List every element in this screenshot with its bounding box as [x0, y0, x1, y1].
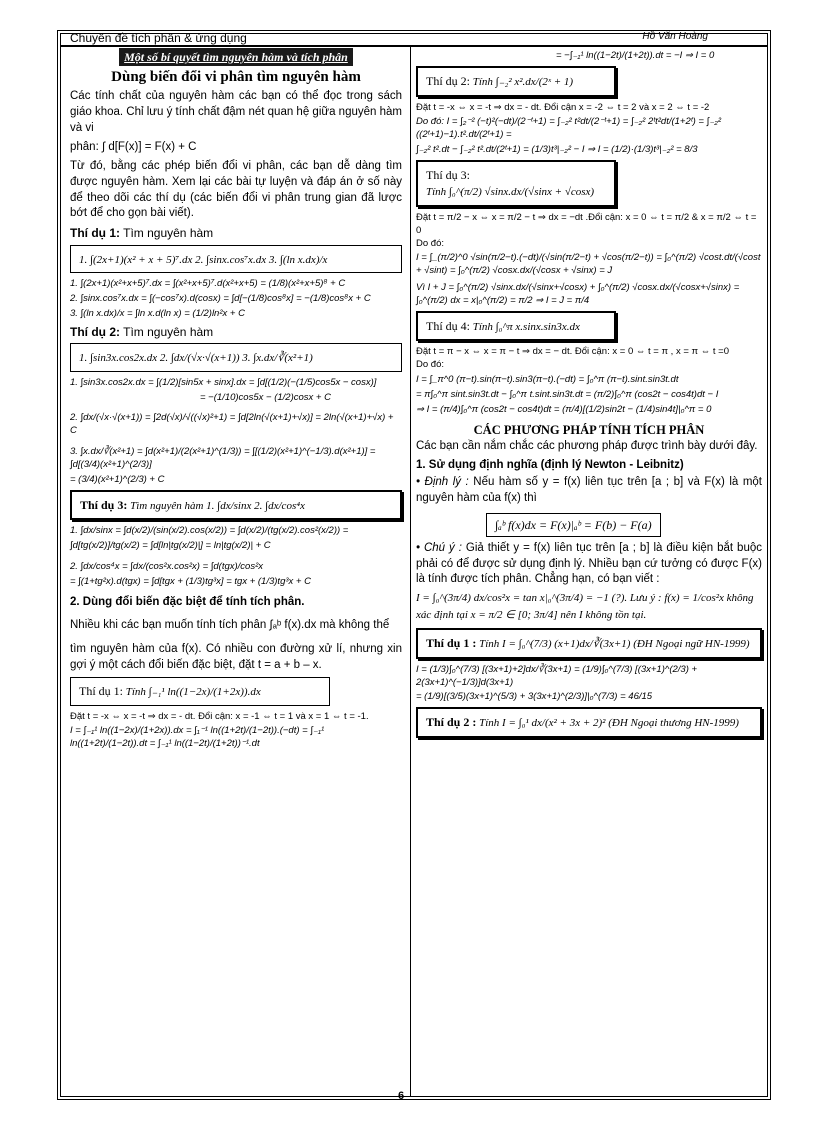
method-1-definition-text: Nếu hàm số y = f(x) liên tục trên [a ; b] và F(x) là một nguyên hàm của f(x) thì: [416, 475, 762, 504]
example-r3-box: [416, 160, 616, 207]
example-r3-solution-2: Do đó:: [416, 237, 444, 249]
example-2-label: Thí dụ 2:: [70, 324, 120, 339]
example-r2-solution-3: ∫₋₂² t².dt − ∫₋₂² t².dt/(2ᵗ+1) = (1/3)t³|₋₂² − I ⇒ I = (1/2)·(1/3)t³|₋₂² = 8/3: [416, 144, 698, 156]
example-4-label: Thí dụ 1:: [79, 683, 123, 698]
example-3-label: Thí dụ 3:: [80, 497, 128, 512]
method-1-note-text: Giả thiết y = f(x) liên tục trên [a ; b] là điều kiện bắt buộc phải có để được sử dụng định lý. Nhiều bạn cứ tưởng có được F(x) là tính được tích phân. Chẳng hạn, có bạn viết :: [416, 541, 762, 586]
section-tag-wrap: [70, 48, 402, 66]
section-2-paragraph-2: tìm nguyên hàm của f(x). Có nhiều con đường xử lí, nhưng xin gợi ý một cách đổi biến đặc biệt, đặt t = a + b – x.: [70, 642, 402, 671]
method-1-example: I = ∫₀^(3π/4) dx/cos²x = tan x|₀^(3π/4) = −1 (?). Lưu ý : f(x) = 1/cos²x không: [416, 592, 754, 605]
method-1-note-label: • Chú ý :: [416, 541, 462, 554]
example-1-label: Thí dụ 1:: [70, 226, 120, 241]
section-2-paragraph-1: Nhiều khi các bạn muốn tính tích phân ∫ₐᵇ f(x).dx mà không thể: [70, 619, 390, 632]
intro-paragraph-3: Từ đó, bằng các phép biến đổi vi phân, các bạn dễ dàng tìm được nguyên hàm. Xem lại các bài tự luyện và đáp án ở số này để theo dõi các thí dụ (các biến đổi vi phân trung gian đã lược bớt để cho gọn bài viết).: [70, 159, 402, 220]
example-r6-label: Thí dụ 2 :: [426, 715, 477, 730]
example-r4-box: [416, 311, 616, 342]
example-r4-label: Thí dụ 4:: [426, 318, 470, 333]
example-r2-problem: Tính ∫₋₂² x².dx/(2ˣ + 1): [470, 75, 574, 88]
example-2-solution-3b: = (3/4)(x²+1)^(2/3) + C: [70, 473, 165, 485]
example-4-box: [70, 677, 330, 706]
example-r5-box: [416, 628, 762, 659]
example-r4-solution-4: = π∫₀^π sint.sin3t.dt − ∫₀^π t.sint.sin3t.dt = (π/2)∫₀^π (cos2t − cos4t)dt − I: [416, 388, 719, 400]
right-column: [416, 48, 762, 743]
example-r5-problem: Tính I = ∫₀^(7/3) (x+1)dx/∛(3x+1) (ĐH Ngoại ngữ HN-1999): [476, 637, 750, 650]
article-title: Dùng biến đổi vi phân tìm nguyên hàm: [111, 69, 361, 86]
example-1-solution-2: 2. ∫sinx.cos⁷x.dx = ∫(−cos⁷x).d(cosx) = ∫d[−(1/8)cos⁸x] = −(1/8)cos⁸x + C: [70, 293, 371, 305]
example-2-solution-2: 2. ∫dx/(√x·√(x+1)) = ∫2d(√x)/√((√x)²+1) = ∫d[2ln(√(x+1)+√x)] = 2ln(√(x+1)+√x) + C: [70, 412, 394, 437]
example-1-task: Tìm nguyên hàm: [120, 226, 214, 241]
example-1-solution-1: 1. ∫(2x+1)(x²+x+5)⁷.dx = ∫(x²+x+5)⁷.d(x²+x+5) = (1/8)(x²+x+5)⁸ + C: [70, 278, 346, 290]
newton-leibniz-formula: ∫ₐᵇ f(x)dx = F(x)|ₐᵇ = F(b) − F(a): [486, 513, 661, 537]
example-2-task: Tìm nguyên hàm: [120, 324, 214, 339]
example-2-box: [70, 343, 402, 372]
method-1-definition-label: • Định lý :: [416, 475, 469, 488]
example-r3-solution-1: Đặt t = π/2 − x ⇔ x = π/2 − t ⇒ dx = −dt .Đổi cận: x = 0 ⇔ t = π/2 & x = π/2 ⇔ t = 0: [416, 211, 757, 236]
example-3-solution-1b: ∫d[tg(x/2)]/tg(x/2) = ∫d[ln|tg(x/2)|] = ln|tg(x/2)| + C: [70, 540, 271, 552]
example-r2-solution-1: Đặt t = -x ⇔ x = -t ⇒ dx = - dt. Đổi cận x = -2 ⇔ t = 2 và x = 2 ⇔ t = -2: [416, 101, 710, 113]
section-tag: Một số bí quyết tìm nguyên hàm và tích phân: [119, 48, 353, 66]
example-r5-solution-1: I = (1/3)∫₀^(7/3) [(3x+1)+2]dx/∛(3x+1) = (1/9)∫₀^(7/3) [(3x+1)^(2/3) + 2(3x+1)^(−1/3)]d(3x+1): [416, 663, 698, 688]
header-title: Chuyên đề tích phân & ứng dụng: [70, 31, 247, 45]
example-4-solution-1: Đặt t = -x ⇔ x = -t ⇒ dx = - dt. Đổi cận: x = -1 ⇔ t = 1 và x = 1 ⇔ t = -1.: [70, 710, 369, 722]
example-1-box: [70, 245, 402, 274]
example-3-solution-1a: 1. ∫dx/sinx = ∫d(x/2)/(sin(x/2).cos(x/2)) = ∫d(x/2)/(tg(x/2).cos²(x/2)) =: [70, 525, 349, 537]
example-2-solution-1a: 1. ∫sin3x.cos2x.dx = ∫(1/2)[sin5x + sinx].dx = ∫d[(1/2)(−(1/5)cos5x − cosx)]: [70, 376, 377, 388]
header-rule: [60, 45, 768, 47]
example-2-solution-1b: = −(1/10)cos5x − (1/2)cosx + C: [200, 391, 331, 403]
methods-section-title: CÁC PHƯƠNG PHÁP TÍNH TÍCH PHÂN: [473, 422, 705, 437]
page-mark: 6: [398, 1090, 405, 1102]
example-2-heading: [70, 324, 402, 340]
example-1-problems: 1. ∫(2x+1)(x² + x + 5)⁷.dx 2. ∫sinx.cos⁷x.dx 3. ∫(ln x.dx)/x: [79, 253, 328, 266]
example-r4-solution-5: ⇒ I = (π/4)∫₀^π (cos2t − cos4t)dt = (π/4)[(1/2)sin2t − (1/4)sin4t]|₀^π = 0: [416, 403, 712, 415]
example-2-solution-3: 3. ∫x.dx/∛(x²+1) = ∫d(x²+1)/(2(x²+1)^(1/3)) = ∫[(1/2)(x²+1)^(−1/3).d(x²+1)] = ∫d[(3/4)(x²+1)^(2/3)]: [70, 446, 376, 470]
header-author: Hồ Văn Hoàng: [642, 31, 708, 42]
method-1-title: 1. Sử dụng định nghĩa (định lý Newton - Leibnitz): [416, 459, 684, 472]
example-r2-box: [416, 66, 616, 97]
example-r5-label: Thí dụ 1 :: [426, 635, 477, 650]
intro-paragraph-2: phân: ∫ d[F(x)] = F(x) + C: [70, 141, 197, 154]
example-r3-solution-4: Vì I + J = ∫₀^(π/2) √sinx.dx/(√sinx+√cosx) + ∫₀^(π/2) √cosx.dx/(√cosx+√sinx) = ∫₀^(π/2) dx = x|₀^(π/2) = π/2 ⇒ I = J = π/4: [416, 282, 740, 306]
example-r4-problem: Tính ∫₀^π x.sinx.sin3x.dx: [470, 320, 580, 333]
example-r2-solution-2: Do đó: I = ∫₂⁻² (−t)²(−dt)/(2⁻ᵗ+1) = ∫₋₂² t²dt/(2⁻ᵗ+1) = ∫₋₂² 2ᵗt²dt/(1+2ᵗ) = ∫₋₂² ((2ᵗ+1)−1).t².dt/(2ᵗ+1) =: [416, 116, 722, 141]
example-2-problems: 1. ∫sin3x.cos2x.dx 2. ∫dx/(√x·√(x+1)) 3. ∫x.dx/∛(x²+1): [79, 351, 313, 364]
example-r5-solution-2: = (1/9)[(3/5)(3x+1)^(5/3) + 3(3x+1)^(2/3)]|₀^(7/3) = 46/15: [416, 691, 653, 703]
example-3-solution-2b: = ∫(1+tg²x).d(tgx) = ∫d[tgx + (1/3)tg³x] = tgx + (1/3)tg³x + C: [70, 575, 311, 587]
example-r2-label: Thí dụ 2:: [426, 73, 470, 88]
example-r6-problem: Tính I = ∫₀¹ dx/(x² + 3x + 2)² (ĐH Ngoại thương HN-1999): [476, 717, 739, 730]
method-1-definition: [416, 475, 762, 507]
example-r4-solution-1: Đặt t = π − x ⇔ x = π − t ⇒ dx = − dt. Đổi cận: x = 0 ⇔ t = π , x = π ⇔ t =0: [416, 346, 729, 358]
example-1-heading: [70, 225, 402, 241]
example-4-solution-2: I = ∫₋₁¹ ln((1−2x)/(1+2x)).dx = ∫₁⁻¹ ln((1+2t)/(1−2t)).(−dt) = ∫₋₁¹ ln((1+2t)/(1−2t)).dt = ∫₋₁¹ ln((1−2t)/(1+2t))⁻¹.dt: [70, 725, 325, 750]
section-2-title: 2. Dùng đổi biến đặc biệt để tính tích phân.: [70, 595, 305, 608]
example-1-solution-3: 3. ∫(ln x.dx)/x = ∫ln x.d(ln x) = (1/2)ln²x + C: [70, 307, 245, 319]
example-r4-solution-3: I = ∫_π^0 (π−t).sin(π−t).sin3(π−t).(−dt) = ∫₀^π (π−t).sint.sin3t.dt: [416, 374, 679, 386]
method-1-example-2: xác định tại x = π/2 ∈ [0; 3π/4] nên I không tồn tại.: [416, 609, 647, 622]
methods-intro: Các bạn cần nắm chắc các phương pháp được trình bày dưới đây.: [416, 440, 758, 453]
example-3-problems: Tìm nguyên hàm 1. ∫dx/sinx 2. ∫dx/cos⁴x: [127, 499, 305, 512]
left-column: [70, 48, 402, 753]
example-r4-solution-2: Do đó:: [416, 359, 444, 371]
intro-paragraph-1: Các tính chất của nguyên hàm các bạn có thể đọc trong sách giáo khoa. Chỉ lưu ý tính chất đậm nét quan hệ giữa nguyên hàm và vi: [70, 90, 402, 135]
example-3-solution-2a: 2. ∫dx/cos⁴x = ∫dx/(cos²x.cos²x) = ∫d(tgx)/cos²x: [70, 560, 263, 572]
example-r6-box: [416, 707, 762, 738]
method-1-note: [416, 541, 762, 589]
example-4-problem: Tính ∫₋₁¹ ln((1−2x)/(1+2x)).dx: [123, 685, 261, 698]
example-r3-solution-3: I = ∫_(π/2)^0 √sin(π/2−t).(−dt)/(√sin(π/2−t) + √cos(π/2−t)) = ∫₀^(π/2) √cost.dt/(√cost + √sint) = ∫₀^(π/2) √cosx.dx/(√cosx + √sinx) = J: [416, 252, 761, 277]
example-r3-label: Thí dụ 3:: [426, 167, 470, 182]
example-3-box: [70, 490, 402, 521]
continued-result: = −∫₋₁¹ ln((1−2t)/(1+2t)).dt = −I ⇒ I = 0: [556, 50, 715, 61]
example-r3-problem: Tính ∫₀^(π/2) √sinx.dx/(√sinx + √cosx): [426, 186, 595, 199]
column-divider: [410, 46, 411, 1096]
